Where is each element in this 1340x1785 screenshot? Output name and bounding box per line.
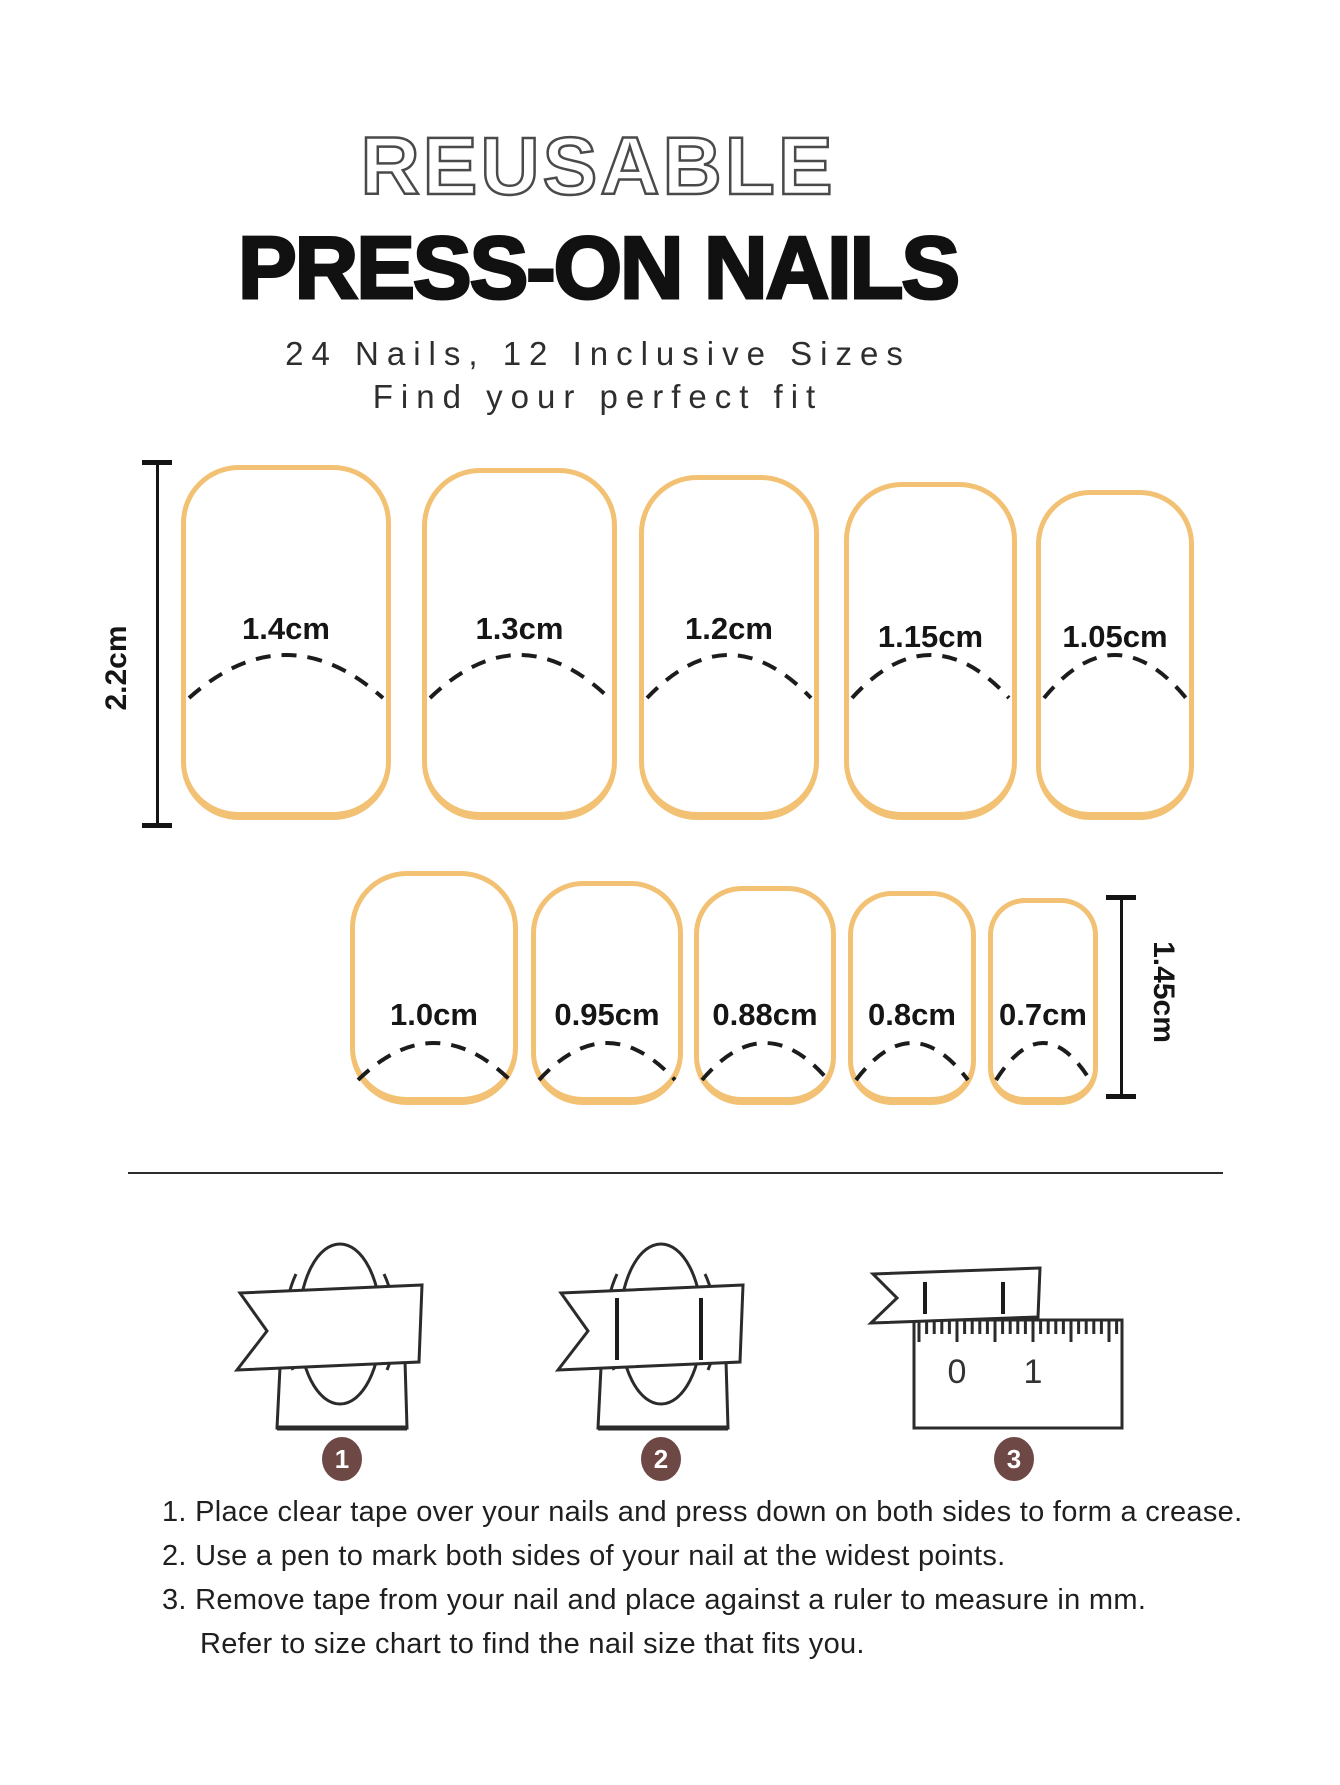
ruler-body: [914, 1320, 1122, 1428]
cuticle-dashed-arc: [849, 647, 1012, 703]
nail-outline-row2-4: [848, 891, 976, 1105]
nail-width-label: 1.4cm: [242, 611, 330, 646]
figure-tape-on-finger: [230, 1232, 430, 1438]
subtitle-line2: Find your perfect fit: [372, 378, 824, 415]
nail-outline-row1-2: [422, 468, 617, 820]
header: [0, 121, 1196, 418]
nail-outline-row2-2: [531, 881, 683, 1105]
instruction-line-2: 2. Use a pen to mark both sides of your nail at the widest points.: [162, 1540, 1006, 1572]
cuticle-dashed-arc: [699, 1035, 831, 1085]
nail-width-label: 1.2cm: [685, 611, 773, 646]
cuticle-dashed-arc: [853, 1035, 971, 1085]
measure-cap: [142, 823, 172, 828]
ruler-number-0: 0: [947, 1353, 967, 1391]
nail-width-label: 1.05cm: [1062, 619, 1168, 654]
nail-width-label: 1.0cm: [390, 997, 478, 1032]
cuticle-dashed-arc: [993, 1035, 1093, 1085]
subtitle-line1: 24 Nails, 12 Inclusive Sizes: [285, 335, 911, 372]
cuticle-dashed-arc: [186, 647, 386, 703]
nail-outline-row1-3: [639, 475, 819, 820]
measure-cap: [142, 460, 172, 465]
nail-width-label: 1.15cm: [877, 619, 984, 654]
cuticle-dashed-arc: [536, 1035, 678, 1085]
nail-width-label: 0.95cm: [554, 997, 660, 1032]
ruler-number-1: 1: [1023, 1353, 1043, 1391]
nail-outline-row2-1: [350, 871, 518, 1105]
nail-outline-row1-1: [181, 465, 391, 820]
step-badge-2: 2: [641, 1437, 681, 1481]
cuticle-dashed-arc: [644, 647, 814, 703]
bottom-row-height-label: 1.45cm: [1147, 941, 1180, 1043]
step-badge-3: 3: [994, 1437, 1034, 1481]
instruction-line-1: 1. Place clear tape over your nails and press down on both sides to form a crease.: [162, 1496, 1243, 1528]
measure-cap: [1106, 895, 1136, 900]
figure-marked-tape-on-finger: [551, 1232, 751, 1438]
nail-outline-row1-4: [844, 482, 1017, 820]
nail-outline-row2-3: [694, 886, 836, 1105]
instructions-block: [162, 1490, 1252, 1666]
cuticle-dashed-arc: [427, 647, 612, 703]
measure-line-bottom-row: [1120, 897, 1123, 1097]
cuticle-dashed-arc: [1041, 647, 1189, 703]
nail-width-label: 0.7cm: [999, 997, 1087, 1032]
nail-width-label: 0.88cm: [712, 997, 818, 1032]
top-row-height-label: 2.2cm: [100, 625, 133, 711]
nail-width-label: 1.3cm: [475, 611, 564, 646]
tape-ribbon: [558, 1285, 743, 1370]
nail-outline-row2-5: [988, 898, 1098, 1105]
figure-tape-on-ruler: [863, 1255, 1133, 1440]
nail-outline-row1-5: [1036, 490, 1194, 820]
page-title: PRESS-ON NAILS: [237, 218, 959, 317]
measure-cap: [1106, 1094, 1136, 1099]
instruction-line-4: Refer to size chart to find the nail size that fits you.: [200, 1628, 865, 1660]
tape-ribbon: [237, 1285, 422, 1370]
step-badge-1: 1: [322, 1437, 362, 1481]
title-outline: REUSABLE: [360, 121, 836, 212]
section-divider: [128, 1172, 1223, 1174]
cuticle-dashed-arc: [355, 1035, 513, 1085]
instruction-line-3: 3. Remove tape from your nail and place against a ruler to measure in mm.: [162, 1584, 1147, 1616]
nail-width-label: 0.8cm: [868, 997, 956, 1032]
measure-line-top-row: [156, 462, 159, 826]
tape-ribbon: [871, 1268, 1040, 1323]
